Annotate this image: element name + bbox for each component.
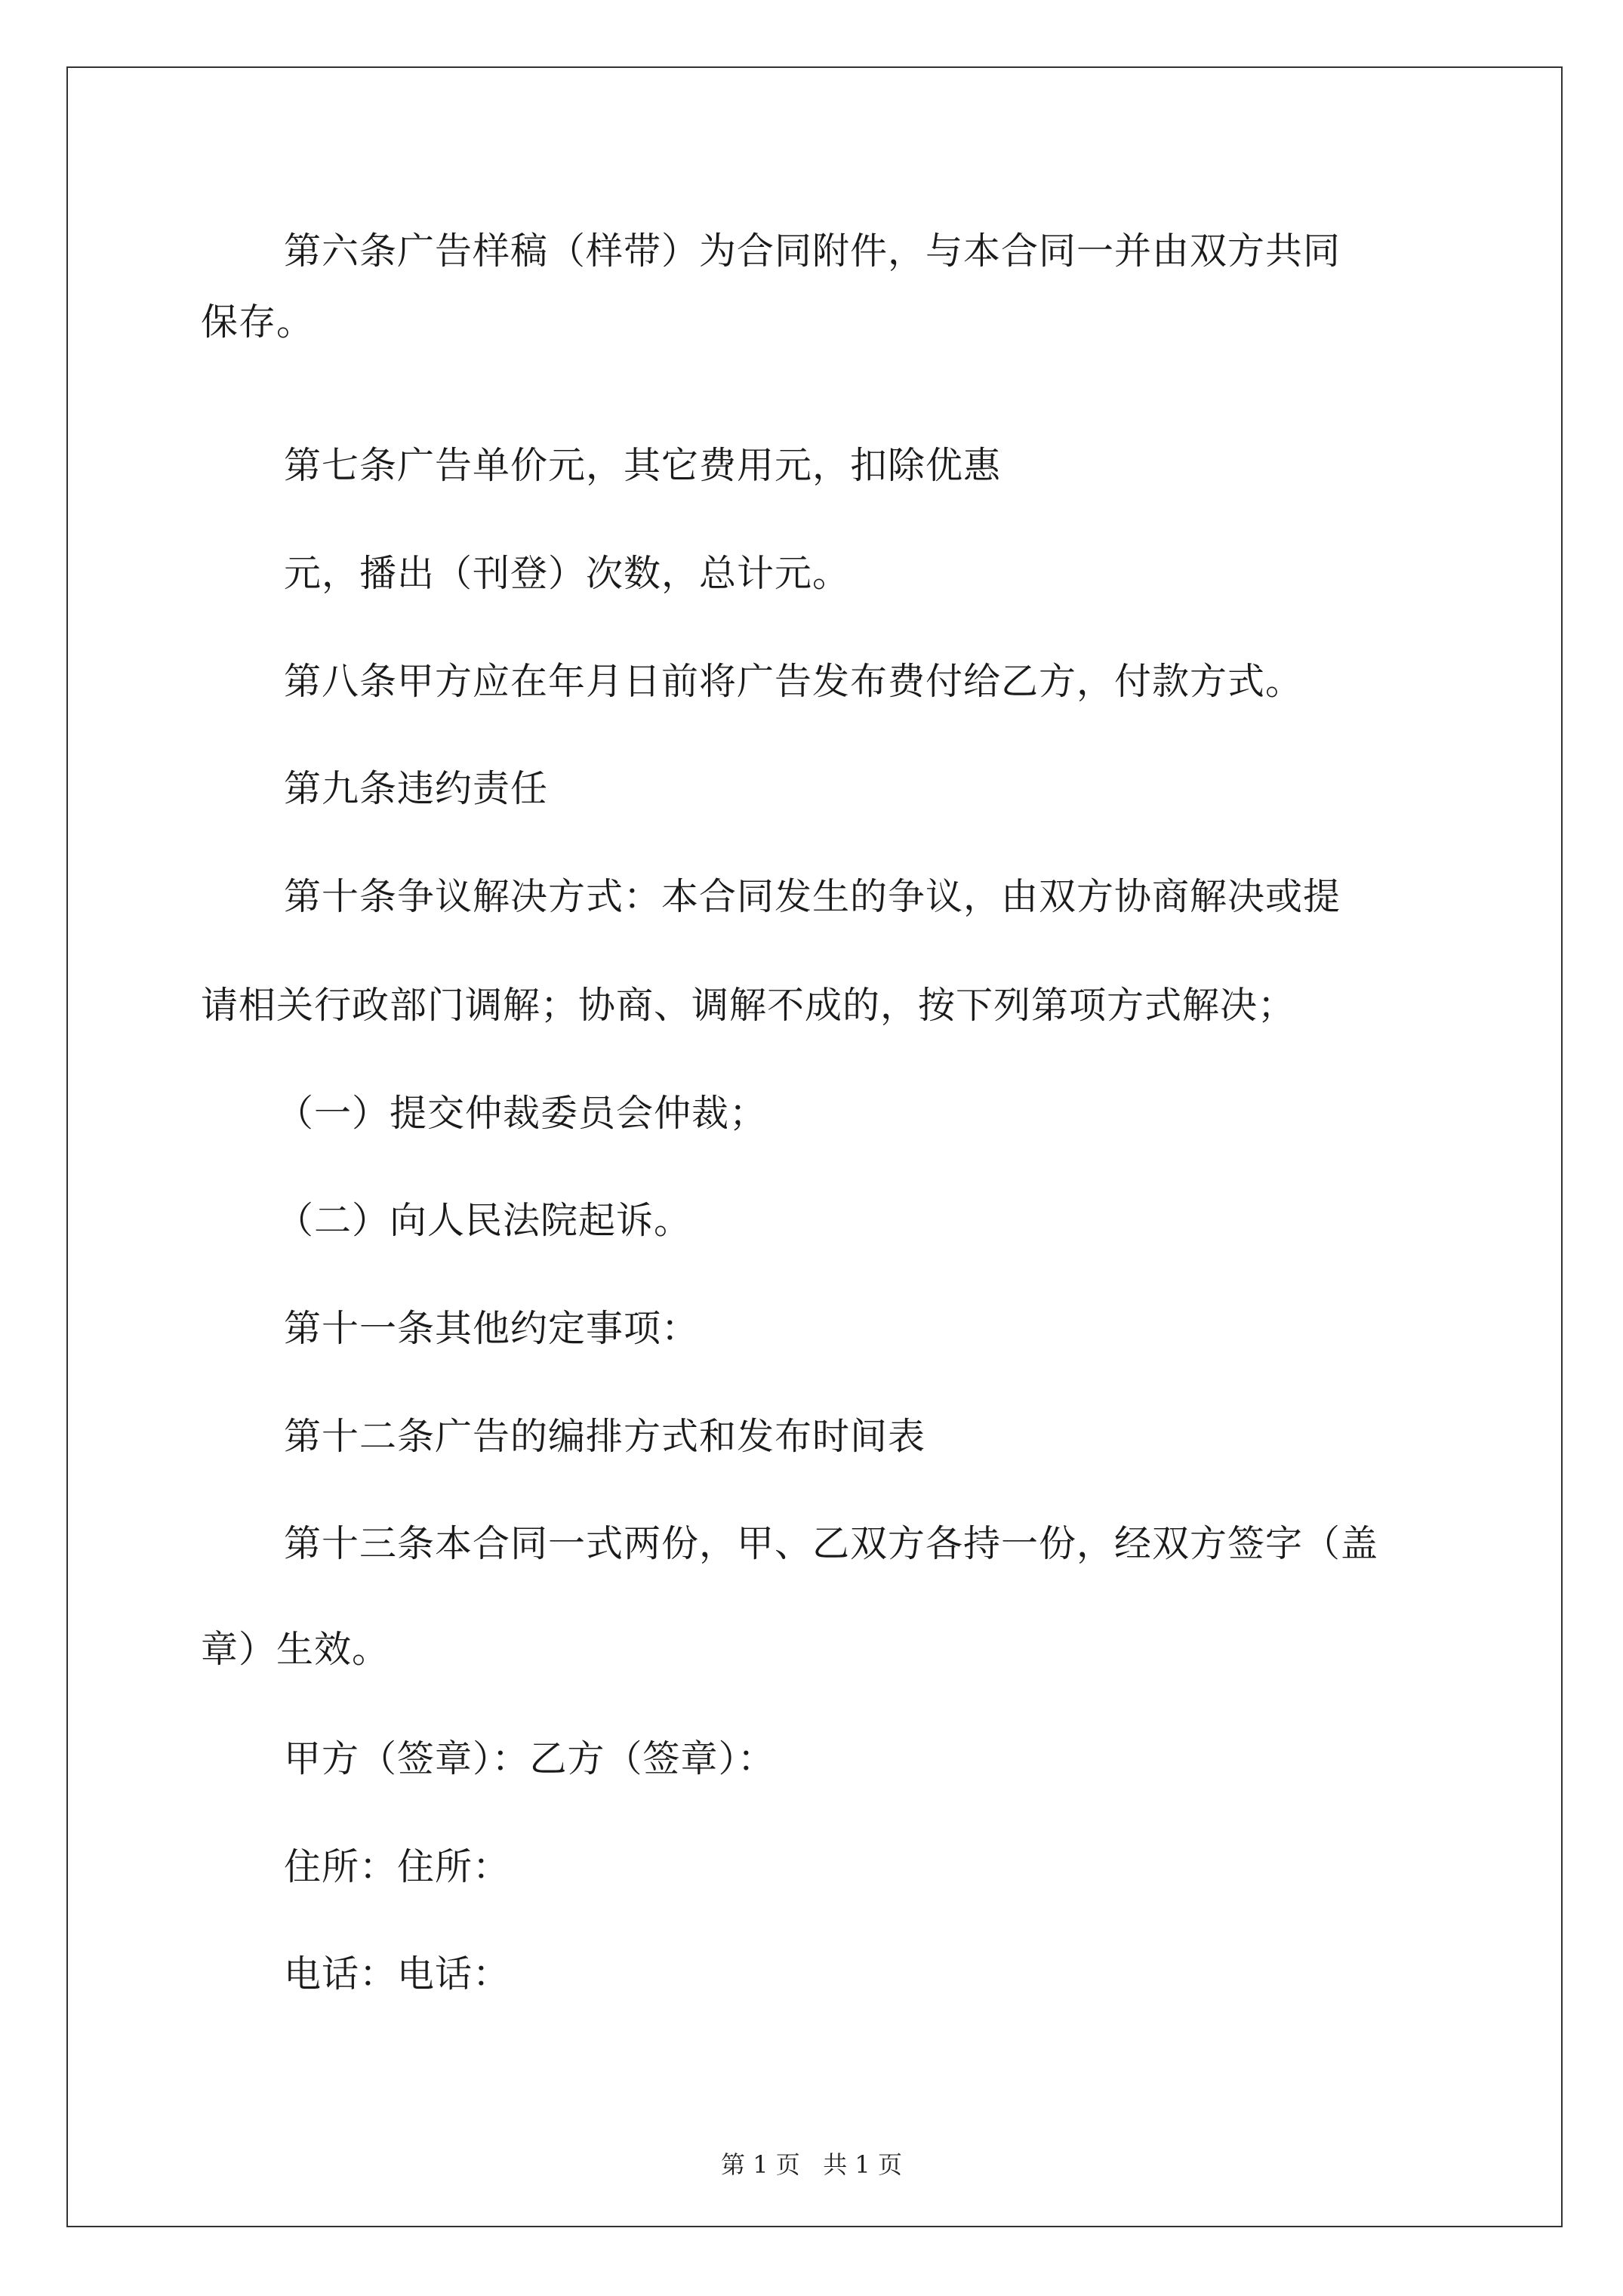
clause-12: 第十二条广告的编排方式和发布时间表: [284, 1415, 926, 1458]
clause-10-option-2: （二）向人民法院起诉。: [276, 1199, 692, 1242]
address-line: 住所：住所：: [284, 1845, 511, 1888]
signature-line: 甲方（签章）：乙方（签章）：: [284, 1737, 776, 1780]
page-footer: 第 1 页 共 1 页: [721, 2150, 902, 2179]
clause-6-line-2: 保存。: [201, 300, 315, 344]
clause-10-option-1: （一）提交仲裁委员会仲裁；: [276, 1092, 768, 1135]
phone-line: 电话：电话：: [284, 1952, 511, 1996]
clause-13-line-1: 第十三条本合同一式两份，甲、乙双方各持一份，经双方签字（盖: [284, 1522, 1379, 1565]
clause-9: 第九条违约责任: [284, 767, 549, 810]
clause-10-line-1: 第十条争议解决方式：本合同发生的争议，由双方协商解决或提: [284, 875, 1341, 918]
clause-11: 第十一条其他约定事项：: [284, 1307, 700, 1350]
clause-8: 第八条甲方应在年月日前将广告发布费付给乙方，付款方式。: [284, 660, 1304, 703]
clause-13-line-2: 章）生效。: [201, 1628, 390, 1671]
clause-6-line-1: 第六条广告样稿（样带）为合同附件，与本合同一并由双方共同: [284, 230, 1341, 273]
page-border: [66, 66, 1563, 2227]
clause-7-line-2: 元，播出（刊登）次数，总计元。: [284, 552, 851, 595]
clause-10-line-2: 请相关行政部门调解；协商、调解不成的，按下列第项方式解决；: [201, 984, 1296, 1027]
clause-7-line-1: 第七条广告单价元，其它费用元，扣除优惠: [284, 444, 1002, 487]
